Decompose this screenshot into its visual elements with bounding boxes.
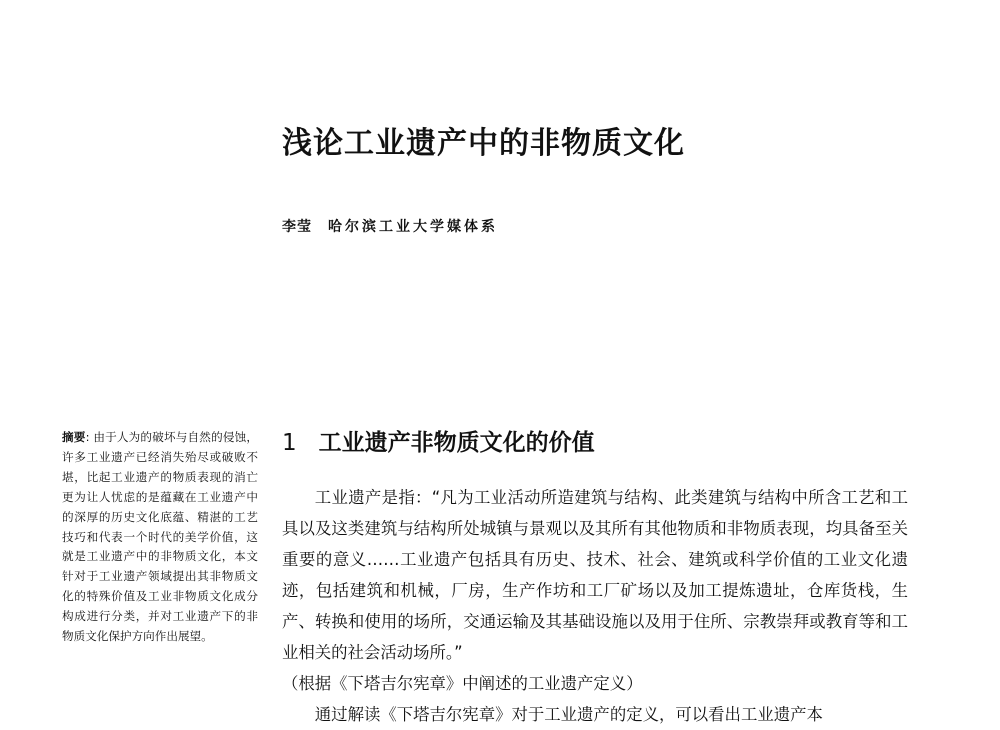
body-paragraph: 通过解读《下塔吉尔宪章》对于工业遗产的定义，可以看出工业遗产本 [314,705,823,724]
author-affiliation: 哈尔滨工业大学媒体系 [328,219,498,235]
section-title: 工业遗产非物质文化的价值 [318,430,595,456]
abstract-text: : 由于人为的破坏与自然的侵蚀，许多工业遗产已经消失殆尽或破败不堪，比起工业遗产的物质表现的消亡更为让人忧虑的是蕴藏在工业遗产中的深厚的历史文化底蕴、精湛的工艺技巧和代表一个时代的美学价值，这就是工业遗产中的非物质文化，本文针对于工业遗产领域提出其非物质文化的特殊价值及工业非物质文化成分构成进行分类，并对工业遗产下的非物质文化保护方向作出展望。 [62,430,258,644]
section-number: 1 [282,430,297,456]
byline [282,216,498,236]
abstract [62,428,258,647]
body-text [282,482,908,730]
author-name: 李莹 [282,219,312,235]
paper-title: 浅论工业遗产中的非物质文化 [282,126,685,161]
section-heading [282,424,595,457]
abstract-label: 摘要 [62,430,86,444]
definition-source-note: （根据《下塔吉尔宪章》中阐述的工业遗产定义） [282,674,643,693]
body-paragraph: 工业遗产是指：“凡为工业活动所造建筑与结构、此类建筑与结构中所含工艺和工具以及这类建筑与结构所处城镇与景观以及其所有其他物质和非物质表现，均具备至关重要的意义……工业遗产包括具有历史、技术、社会、建筑或科学价值的工业文化遗迹，包括建筑和机械，厂房，生产作坊和工厂矿场以及加工提炼遗址，仓库货栈，生产、转换和使用的场所，交通运输及其基础设施以及用于住所、宗教崇拜或教育等和工业相关的社会活动场所。” [282,488,908,662]
